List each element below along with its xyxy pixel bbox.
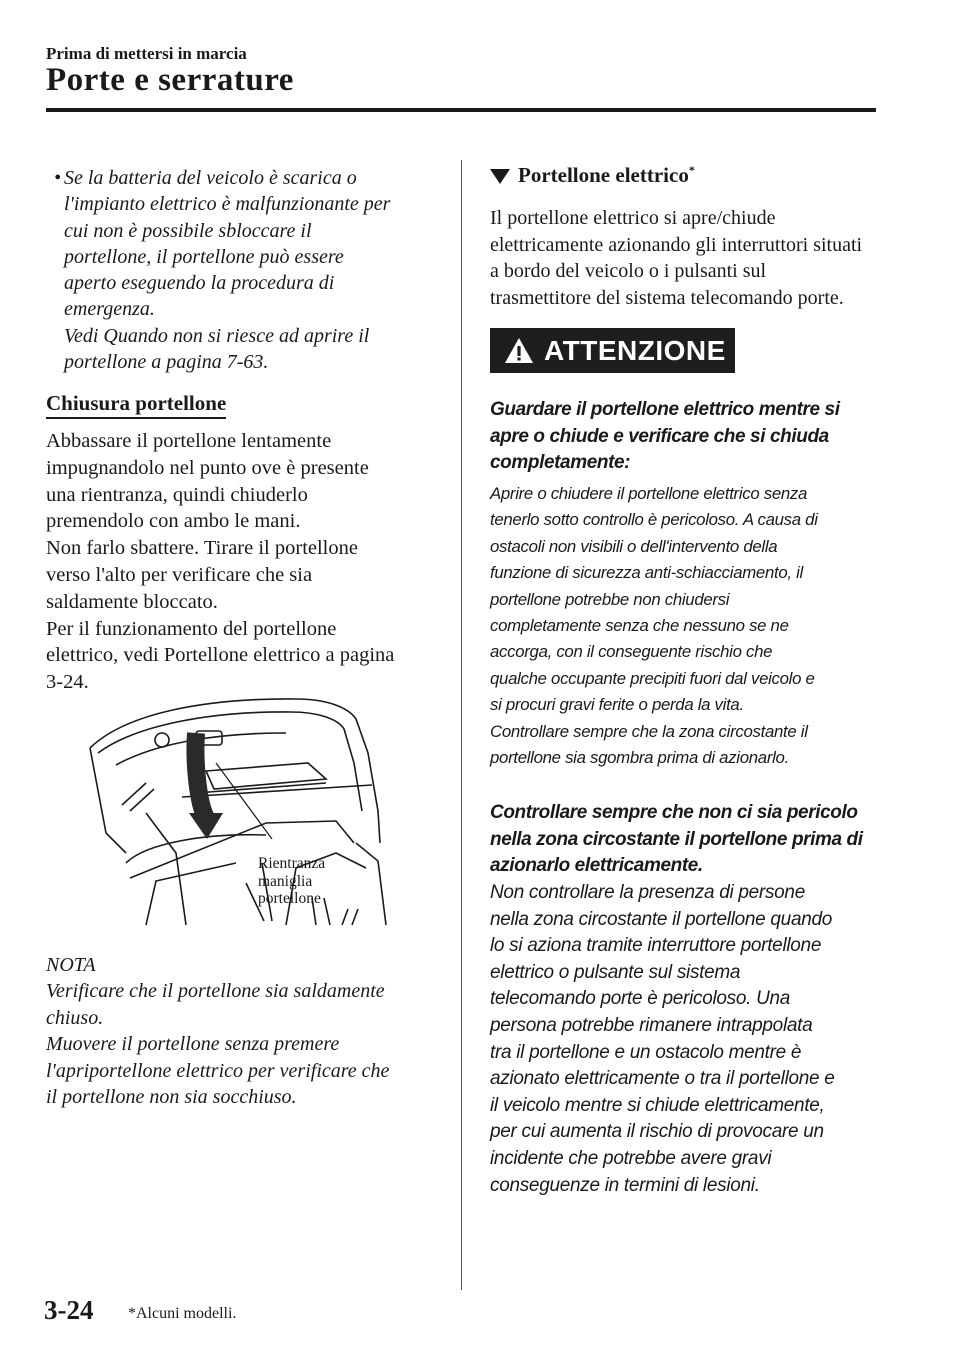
- body-line: premendolo con ambo le mani.: [46, 510, 301, 533]
- warning-body-line: il veicolo mentre si chiude elettricamente,: [490, 1094, 825, 1116]
- footnote-mark: *: [688, 163, 695, 177]
- warning-body-line: qualche occupante precipiti fuori dal veicolo e: [490, 668, 815, 688]
- intro-line: elettricamente azionando gli interruttori situati: [490, 233, 863, 256]
- warning-label: ATTENZIONE: [544, 334, 726, 366]
- body-line: Non farlo sbattere. Tirare il portellone: [46, 537, 358, 560]
- note-line: Muovere il portellone senza premere: [46, 1033, 340, 1056]
- warning-body-line: persona potrebbe rimanere intrappolata: [490, 1014, 813, 1036]
- warning-head-line: azionarlo elettricamente.: [490, 855, 703, 876]
- bullet-line: aperto eseguendo la procedura di: [64, 272, 335, 295]
- warning-body-line: portellone sia sgombra prima di azionarlo.: [490, 748, 789, 768]
- callout-line: maniglia: [258, 872, 313, 890]
- bullet-line: Vedi Quando non si riesce ad aprire il: [64, 324, 370, 347]
- note-line: il portellone non sia socchiuso.: [46, 1086, 297, 1109]
- body-line: saldamente bloccato.: [46, 590, 218, 613]
- body-line: Per il funzionamento del portellone: [46, 617, 337, 640]
- warning-body-1: [490, 481, 885, 771]
- warning-triangle-icon: [504, 337, 534, 364]
- column-divider: [461, 160, 462, 1290]
- note-line: l'apriportellone elettrico per verificare che: [46, 1059, 390, 1082]
- page-title: Porte e serrature: [46, 62, 294, 98]
- warning-body-line: tra il portellone e un ostacolo mentre è: [490, 1041, 802, 1063]
- bullet-line: portellone, il portellone può essere: [64, 245, 344, 268]
- warning-body-line: Non controllare la presenza di persone: [490, 882, 805, 903]
- callout-line: Rientranza: [258, 855, 326, 872]
- warning-body-line: telecomando porte è pericoloso. Una: [490, 988, 791, 1010]
- warning-body-line: si procuri gravi ferite o perda la vita.: [490, 695, 744, 715]
- intro-line: trasmettitore del sistema telecomando porte.: [490, 286, 844, 309]
- closing-instructions: [46, 428, 446, 696]
- warning-body-2: [490, 880, 885, 1199]
- figure-callout-handle: [258, 855, 325, 908]
- warning-body-line: azionato elettricamente o tra il portellone e: [490, 1068, 835, 1090]
- body-line: impugnandolo nel punto ove è presente: [46, 456, 369, 479]
- title-rule: [46, 108, 876, 112]
- warning-body-line: completamente senza che nessuno se ne: [490, 616, 789, 636]
- warning-body-line: conseguenze in termini di lesioni.: [490, 1174, 760, 1196]
- callout-line: portellone: [258, 890, 321, 907]
- warning-body-line: ostacoli non visibili o dell'intervento della: [490, 536, 778, 556]
- warning-body-line: elettrico o pulsante sul sistema: [490, 961, 741, 983]
- warning-body-line: Aprire o chiudere il portellone elettrico senza: [490, 484, 808, 503]
- warning-body-line: portellone potrebbe non chiudersi: [490, 589, 730, 609]
- section-label: Prima di mettersi in marcia: [46, 44, 247, 63]
- bullet-line: cui non è possibile sbloccare il: [64, 219, 312, 242]
- power-liftgate-heading: [490, 163, 695, 188]
- bullet-line: Se la batteria del veicolo è scarica o: [64, 167, 357, 189]
- note-line: chiuso.: [46, 1006, 104, 1029]
- warning-body-line: accorga, con il conseguente rischio che: [490, 642, 773, 662]
- intro-line: Il portellone elettrico si apre/chiude: [490, 207, 776, 229]
- warning-head-line: completamente:: [490, 452, 631, 473]
- warning-body-line: funzione di sicurezza anti-schiacciamento, il: [490, 563, 803, 583]
- bullet-line: l'impianto elettrico è malfunzionante per: [64, 193, 391, 216]
- heading-text: Portellone elettrico: [518, 163, 689, 187]
- warning-body-line: per cui aumenta il rischio di provocare un: [490, 1121, 824, 1143]
- emergency-bullet: [46, 165, 446, 375]
- note-line: Verificare che il portellone sia saldamente: [46, 980, 385, 1003]
- body-line: verso l'alto per verificare che sia: [46, 563, 313, 586]
- body-line: Abbassare il portellone lentamente: [46, 430, 332, 452]
- body-line: 3-24.: [46, 671, 89, 694]
- bullet-line: emergenza.: [64, 298, 155, 321]
- warning-head-line: apre o chiude e verificare che si chiuda: [490, 425, 829, 447]
- bullet-line: portellone a pagina 7-63.: [64, 351, 269, 374]
- body-line: elettrico, vedi Portellone elettrico a pagina: [46, 644, 395, 667]
- subheading-closing-liftgate: Chiusura portellone: [46, 391, 226, 419]
- warning-body-line: tenerlo sotto controllo è pericoloso. A causa di: [490, 510, 818, 530]
- warning-body-line: lo si aziona tramite interruttore portellone: [490, 935, 822, 957]
- liftgate-illustration: [86, 693, 396, 933]
- note-label: NOTA: [46, 954, 96, 976]
- warning-head-2: [490, 800, 885, 880]
- intro-line: a bordo del veicolo o i pulsanti sul: [490, 260, 767, 282]
- footnote: *Alcuni modelli.: [128, 1305, 237, 1322]
- bullet-marker: •: [54, 167, 62, 189]
- warning-head-line: Controllare sempre che non ci sia pericolo: [490, 802, 858, 823]
- page-number: 3-24: [44, 1295, 94, 1325]
- warning-head-1: [490, 397, 885, 477]
- warning-head-line: Guardare il portellone elettrico mentre si: [490, 399, 840, 420]
- note-block: [46, 952, 446, 1110]
- body-line: una rientranza, quindi chiuderlo: [46, 483, 308, 506]
- warning-body-line: incidente che potrebbe avere gravi: [490, 1147, 772, 1169]
- warning-head-line: nella zona circostante il portellone prima di: [490, 828, 863, 850]
- warning-body-line: nella zona circostante il portellone quando: [490, 908, 833, 930]
- warning-label-box: [490, 328, 735, 373]
- warning-body-line: Controllare sempre che la zona circostante il: [490, 721, 808, 741]
- triangle-bullet-icon: [490, 169, 510, 184]
- bullet-text: [64, 165, 446, 375]
- power-liftgate-intro: [490, 205, 880, 311]
